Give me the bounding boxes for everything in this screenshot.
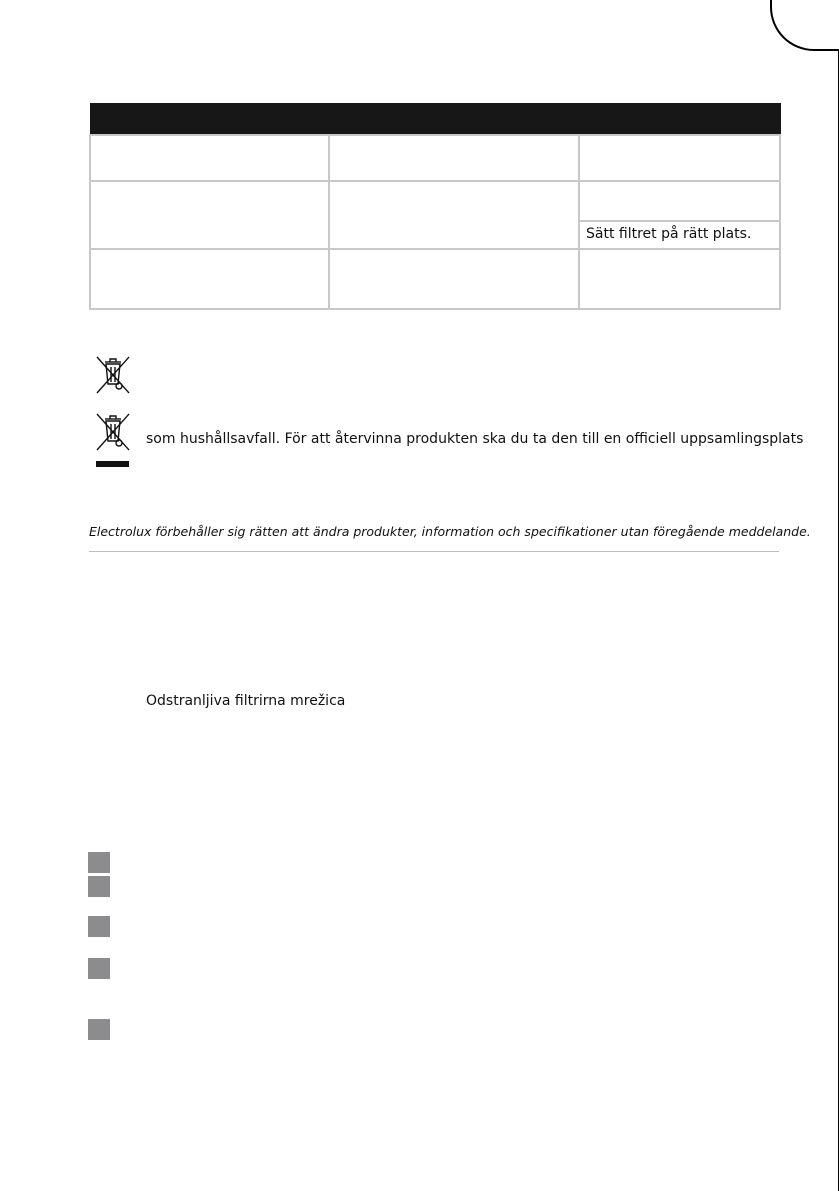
- crossed-out-wheelie-bin-icon: [94, 355, 132, 395]
- table-cell: [329, 181, 579, 250]
- step-marker: [88, 852, 110, 873]
- table-cell: [329, 249, 579, 309]
- part-label: Odstranljiva filtrirna mrežica: [146, 693, 346, 709]
- step-marker: [88, 916, 110, 937]
- table-cell: [579, 181, 780, 221]
- page-border-gap: [0, 0, 770, 3]
- remedy-text: Sätt filtret på rätt plats.: [586, 225, 752, 242]
- table-row: [90, 181, 780, 221]
- table-row: [90, 249, 780, 309]
- table-header-cell: [329, 104, 579, 136]
- recycling-text: som hushållsavfall. För att återvinna produkten ska du ta den till en officiell uppsamlingsplats: [146, 431, 804, 447]
- step-marker: [88, 876, 110, 897]
- table-header-cell: [579, 104, 780, 136]
- table-cell: [579, 221, 780, 249]
- table-cell: [579, 249, 780, 309]
- table-cell: [329, 135, 579, 181]
- troubleshooting-table: [89, 103, 781, 310]
- table-cell: [90, 249, 329, 309]
- table-row: [90, 135, 780, 181]
- table-cell: [90, 135, 329, 181]
- section-divider: [89, 551, 779, 552]
- weee-bar-icon: [96, 461, 129, 467]
- table-header-row: [90, 104, 780, 136]
- step-marker: [88, 958, 110, 979]
- crossed-out-wheelie-bin-icon: [94, 412, 132, 452]
- table-header-cell: [90, 104, 329, 136]
- table-cell: [579, 135, 780, 181]
- step-marker: [88, 1019, 110, 1040]
- table-cell: [90, 181, 329, 250]
- disclaimer-text: Electrolux förbehåller sig rätten att ändra produkter, information och specifikationer utan föregående meddelande.: [89, 524, 811, 539]
